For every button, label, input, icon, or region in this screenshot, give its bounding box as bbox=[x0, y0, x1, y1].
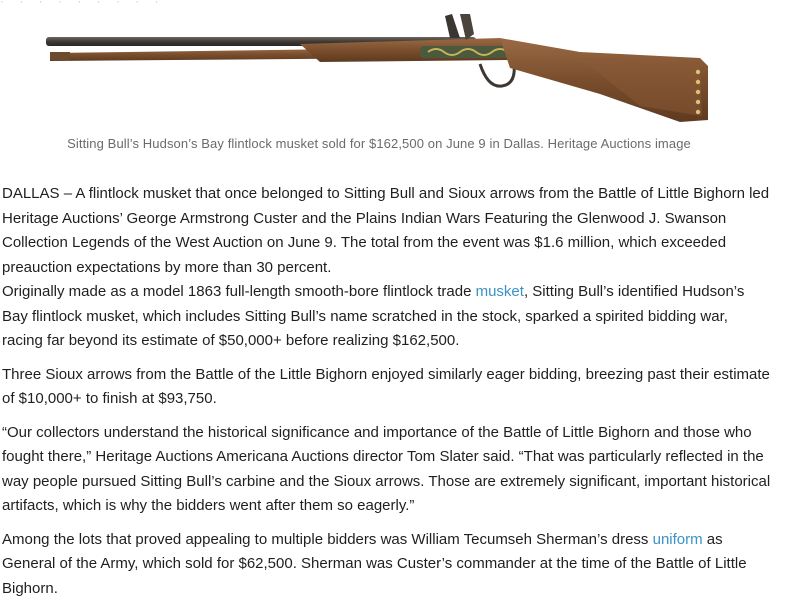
musket-link[interactable]: musket bbox=[475, 283, 524, 300]
paragraph-1: DALLAS – A flintlock musket that once belonged to Sitting Bull and Sioux arrows from the Battle of Little Bighorn led Heritage Auctions’ George Armstrong Custer and the Plains Indian Wars Featuring the Glenwood J. Swanson Collection Legends of the West Auction on June 9. The total from the event was $1.6 million, which exceeded preauction expectations by more than 30 percent. bbox=[2, 185, 770, 276]
musket-image bbox=[40, 8, 760, 130]
paragraph-2 bbox=[2, 280, 772, 354]
paragraph-5 bbox=[2, 528, 772, 602]
paragraph-2-text-a: Originally made as a model 1863 full-length smooth-bore flintlock trade bbox=[2, 283, 476, 300]
paragraph-4: “Our collectors understand the historical significance and importance of the Battle of Little Bighorn and those who fought there,” Heritage Auctions Americana Auctions director Tom Slater said. “That was particularly reflected in the way people pursued Sitting Bull’s carbine and the Sioux arrows. Those are extremely significant, important historical artifacts, which is why the bidders went after them so eagerly.” bbox=[2, 423, 771, 514]
paragraph-3: Three Sioux arrows from the Battle of the Little Bighorn enjoyed similarly eager bidding, breezing past their estimate of $10,000+ to finish at $93,750. bbox=[2, 365, 770, 407]
paragraph-5-text-a: Among the lots that proved appealing to multiple bidders was William Tecumseh Sherman’s dress bbox=[2, 530, 653, 548]
image-caption: Sitting Bull’s Hudson’s Bay flintlock musket sold for $162,500 on June 9 in Dallas. Heritage Auctions image bbox=[67, 136, 691, 151]
paragraph-2-text-b: , Sitting Bull’s identified Hudson’s Bay flintlock musket, which includes Sitting Bull’s name scratched in the stock, sparked a spirited bidding war, racing far beyond its estimate of $50,000+ before realizing $162,500. bbox=[2, 283, 745, 349]
faded-header-text: · · · · · · · · · bbox=[0, 0, 165, 8]
uniform-link[interactable]: uniform bbox=[652, 530, 703, 548]
paragraph-5-text-b: as General of the Army, which sold for $62,500. Sherman was Custer’s commander at the time of the Battle of Little Bighorn. bbox=[2, 530, 747, 597]
flintlock-musket-illustration bbox=[40, 8, 760, 130]
article-body bbox=[2, 182, 772, 610]
